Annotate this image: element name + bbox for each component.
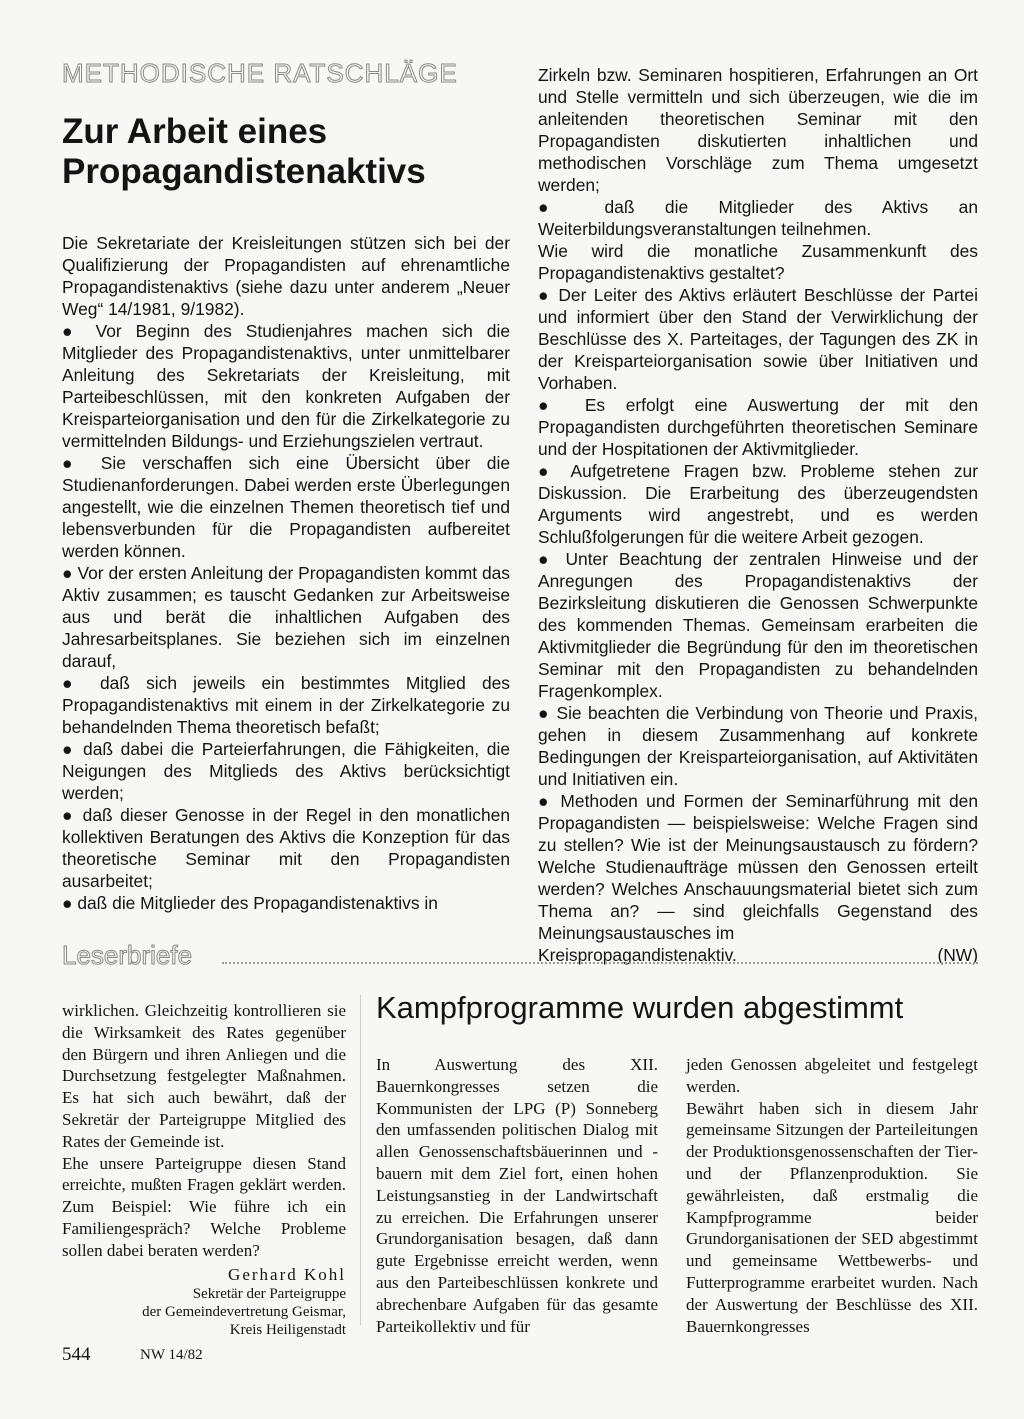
bullet-paragraph: ● Vor Beginn des Studienjahres machen sich die Mitglieder des Propagandistenaktivs, unter unmittelbarer Anleitung des Sekretariats der Kreisleitung, mit Parteibeschlüssen, mit den konkreten Aufgaben der Kreisparteiorganisation und den für die Zirkelkategorie zu vermittelnden Bildungs- und Erziehungszielen vertraut. (62, 320, 510, 452)
letter-text: Ehe unsere Parteigruppe diesen Stand erreichte, mußten Fragen geklärt werden. Zum Beispiel: Wie führe ich ein Familiengespräch? Welche Probleme sollen dabei beraten werden? (62, 1153, 346, 1260)
issue-label: NW 14/82 (140, 1347, 203, 1363)
bullet-paragraph: ● Es erfolgt eine Auswertung der mit den Propagandisten durchgeführten theoretischen Seminare und der Hospitationen der Aktivmitglieder. (538, 394, 978, 460)
article-right-column (538, 64, 978, 966)
question-paragraph: Wie wird die monatliche Zusammenkunft des Propagandistenaktivs gestaltet? (538, 241, 978, 283)
bullet-paragraph: ● Sie verschaffen sich eine Übersicht über die Studienanforderungen. Dabei werden erste Überlegungen angestellt, wie die einzelnen Themen theoretisch tief und lebensverbunden für die Propagandisten aufbereitet werden können. (62, 452, 510, 562)
letter-text: In Auswertung des XII. Bauernkongresses setzen die Kommunisten der LPG (P) Sonneberg den umfassenden politischen Dialog mit allen Genossenschaftsbäuerinnen und -bauern mit dem Ziel fort, einen hohen Leistungsanstieg in der Landwirtschaft zu erreichen. Die Erfahrungen unserer Grundorganisation besagen, daß dann gute Ergebnisse erreicht werden, wenn aus den Parteibeschlüssen konkrete und abrechenbare Aufgaben für das gesamte Parteikollektiv und für (376, 1055, 658, 1336)
letter-text: jeden Genossen abgeleitet und festgelegt werden. (686, 1055, 978, 1096)
letter-headline: Kampfprogramme wurden abgestimmt (376, 990, 904, 1025)
page-number: 544 (62, 1344, 91, 1365)
rubric-divider (222, 962, 978, 964)
section-kicker: METHODISCHE RATSCHLÄGE (62, 58, 458, 88)
bullet-paragraph: ● Aufgetretene Fragen bzw. Probleme stehen zur Diskussion. Die Erarbeitung des überzeugendsten Arguments wird angestrebt, und es werden Schlußfolgerungen für die weitere Arbeit gezogen. (538, 460, 978, 548)
bullet-paragraph: ● Unter Beachtung der zentralen Hinweise und der Anregungen des Propagandistenaktivs der Bezirksleitung diskutieren die Genossen Schwerpunkte des kommenden Themas. Gemeinsam erarbeiten die Aktivmitglieder die Begründung für den im theoretischen Seminar mit den Propagandisten zu behandelnden Fragenkomplex. (538, 548, 978, 702)
article-signature: (NW) (937, 945, 978, 965)
bullet-paragraph: ● daß die Mitglieder des Aktivs an Weiterbildungsveranstaltungen teilnehmen. (538, 196, 978, 240)
article-title: Zur Arbeit eines Propagandistenaktivs (62, 112, 426, 191)
author-role: Sekretär der Parteigruppe (192, 1286, 346, 1303)
letter-column-1 (62, 1000, 346, 1339)
column-divider (360, 995, 361, 1325)
bullet-paragraph: ● daß die Mitglieder des Propagandistenaktivs in (62, 892, 510, 914)
bullet-paragraph: ● Methoden und Formen der Seminarführung mit den Propagandisten — beispielsweise: Welche Fragen sind zu stellen? Wie ist der Meinungsaustausch zu fördern? Welche Studienaufträge müssen den Genossen erteilt werden? Welches Anschauungsmaterial bietet sich zum Thema an? — sind gleichfalls Gegenstand des Meinungsaustausches im (538, 790, 978, 944)
letter-column-3 (686, 1054, 978, 1337)
bullet-paragraph: ● Sie beachten die Verbindung von Theorie und Praxis, gehen in diesem Zusammenhang auf konkrete Bedingungen der Kreisparteiorganisation, auf Aktivitäten und Initiativen ein. (538, 702, 978, 790)
author-role: der Gemeindevertretung Geismar, (142, 1304, 346, 1321)
letter-text: wirklichen. Gleichzeitig kontrollieren sie die Wirksamkeit des Rates gegenüber den Bürgern und ihren Anliegen und die Durchsetzung festgelegter Maßnahmen. Es hat sich auch bewährt, daß der Sekretär der Parteigruppe Mitglied des Rates der Gemeinde ist. (62, 1001, 346, 1151)
rubric-leserbriefe: Leserbriefe (62, 940, 193, 970)
bullet-paragraph: ● daß dabei die Parteierfahrungen, die Fähigkeiten, die Neigungen des Mitglieds des Aktivs berücksichtigt werden; (62, 738, 510, 804)
bullet-paragraph: ● Vor der ersten Anleitung der Propagandisten kommt das Aktiv zusammen; es tauscht Gedanken zur Arbeitsweise aus und berät die inhaltlichen Aufgaben des Jahresarbeitsplanes. Sie beziehen sich im einzelnen darauf, (62, 562, 510, 672)
paragraph: Zirkeln bzw. Seminaren hospitieren, Erfahrungen an Ort und Stelle vermitteln und sich überzeugen, wie die im anleitenden theoretischen Seminar mit den Propagandisten diskutierten inhaltlichen und methodischen Vorschläge zum Thema umgesetzt werden; (538, 65, 978, 195)
letter-column-2 (376, 1054, 658, 1337)
bullet-paragraph: ● Der Leiter des Aktivs erläutert Beschlüsse der Partei und informiert über den Stand der Verwirklichung der Beschlüsse des X. Parteitages, der Tagungen des ZK in der Kreisparteiorganisation sowie über Initiativen und Vorhaben. (538, 284, 978, 394)
author-role: Kreis Heiligenstadt (229, 1322, 346, 1339)
article-left-column (62, 232, 510, 914)
paragraph: Die Sekretariate der Kreisleitungen stützen sich bei der Qualifizierung der Propagandisten auf ehrenamtliche Propagandistenaktivs (siehe dazu unter anderem „Neuer Weg“ 14/1981, 9/1982). (62, 233, 510, 319)
author-name: Gerhard Kohl (228, 1264, 346, 1284)
closing-text: Kreispropagandistenaktiv. (538, 945, 737, 965)
bullet-paragraph: ● daß sich jeweils ein bestimmtes Mitglied des Propagandistenaktivs mit einem in der Zirkelkategorie zu behandelnden Thema theoretisch befaßt; (62, 672, 510, 738)
bullet-paragraph: ● daß dieser Genosse in der Regel in den monatlichen kollektiven Beratungen des Aktivs die Konzeption für das theoretische Seminar mit den Propagandisten ausarbeitet; (62, 804, 510, 892)
letter-text: Bewährt haben sich in diesem Jahr gemeinsame Sitzungen der Parteileitungen der Produktionsgenossenschaften der Tier- und der Pflanzenproduktion. Sie gewährleisten, daß erstmalig die Kampfprogramme beider Grundorganisationen der SED abgestimmt und gemeinsame Wettbewerbs- und Futterprogramme erarbeitet wurden. Nach der Auswertung der Beschlüsse des XII. Bauernkongresses (686, 1098, 978, 1336)
